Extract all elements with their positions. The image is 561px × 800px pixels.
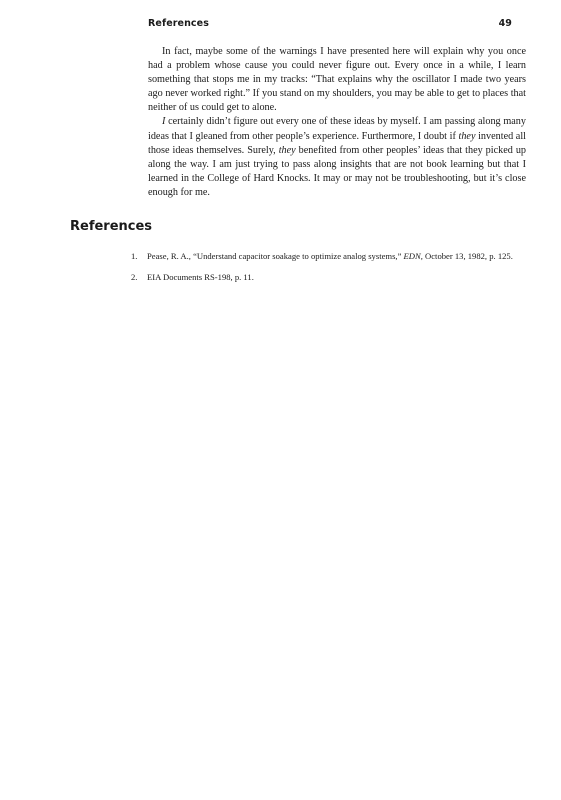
text-run: certainly didn’t figure out every one of these ideas by myself. I am passing along many ideas that I gleaned from other people’s experience. Furthermore, I doubt if bbox=[148, 116, 526, 142]
reference-number: 1. bbox=[131, 251, 138, 261]
text-run: invented all those ideas themselves. Surely, bbox=[148, 130, 526, 156]
page-number: 49 bbox=[498, 18, 512, 29]
reference-date-page: , October 13, 1982, p. 125. bbox=[420, 251, 513, 261]
reference-authors-title: Pease, R. A., “Understand capacitor soakage to optimize analog systems,” bbox=[147, 251, 404, 261]
reference-number: 2. bbox=[131, 272, 138, 283]
body-paragraph-2 bbox=[148, 115, 526, 200]
body-paragraph-1: In fact, maybe some of the warnings I have presented here will explain why you once had a problem whose cause you could never figure out. Every once in a while, I learn something that stops me in my tracks: “That explains why the oscillator I made two years ago never worked right.” If you stand on my shoulders, you may be able to get to places that neither of us could get to alone. bbox=[148, 46, 526, 114]
emphasis-they: they bbox=[458, 130, 476, 142]
body-text bbox=[148, 45, 526, 200]
running-header bbox=[148, 18, 512, 29]
running-header-title: References bbox=[148, 18, 209, 29]
text-run: benefited from other peoples’ ideas that they picked up along the way. I am just trying to pass along insights that are not book learning but that I learned in the College of Hard Knocks. It may or may not be troubleshooting, but it’s close enough for me. bbox=[148, 144, 527, 198]
emphasis-i: I bbox=[162, 116, 166, 128]
section-heading-references: References bbox=[70, 219, 153, 234]
reference-text: EIA Documents RS-198, p. 11. bbox=[147, 272, 254, 283]
reference-list bbox=[131, 251, 526, 294]
reference-journal: EDN bbox=[403, 251, 421, 261]
emphasis-they: they bbox=[278, 144, 296, 156]
reference-item-2 bbox=[131, 272, 526, 283]
reference-text bbox=[147, 251, 526, 262]
reference-item-1 bbox=[131, 251, 526, 262]
